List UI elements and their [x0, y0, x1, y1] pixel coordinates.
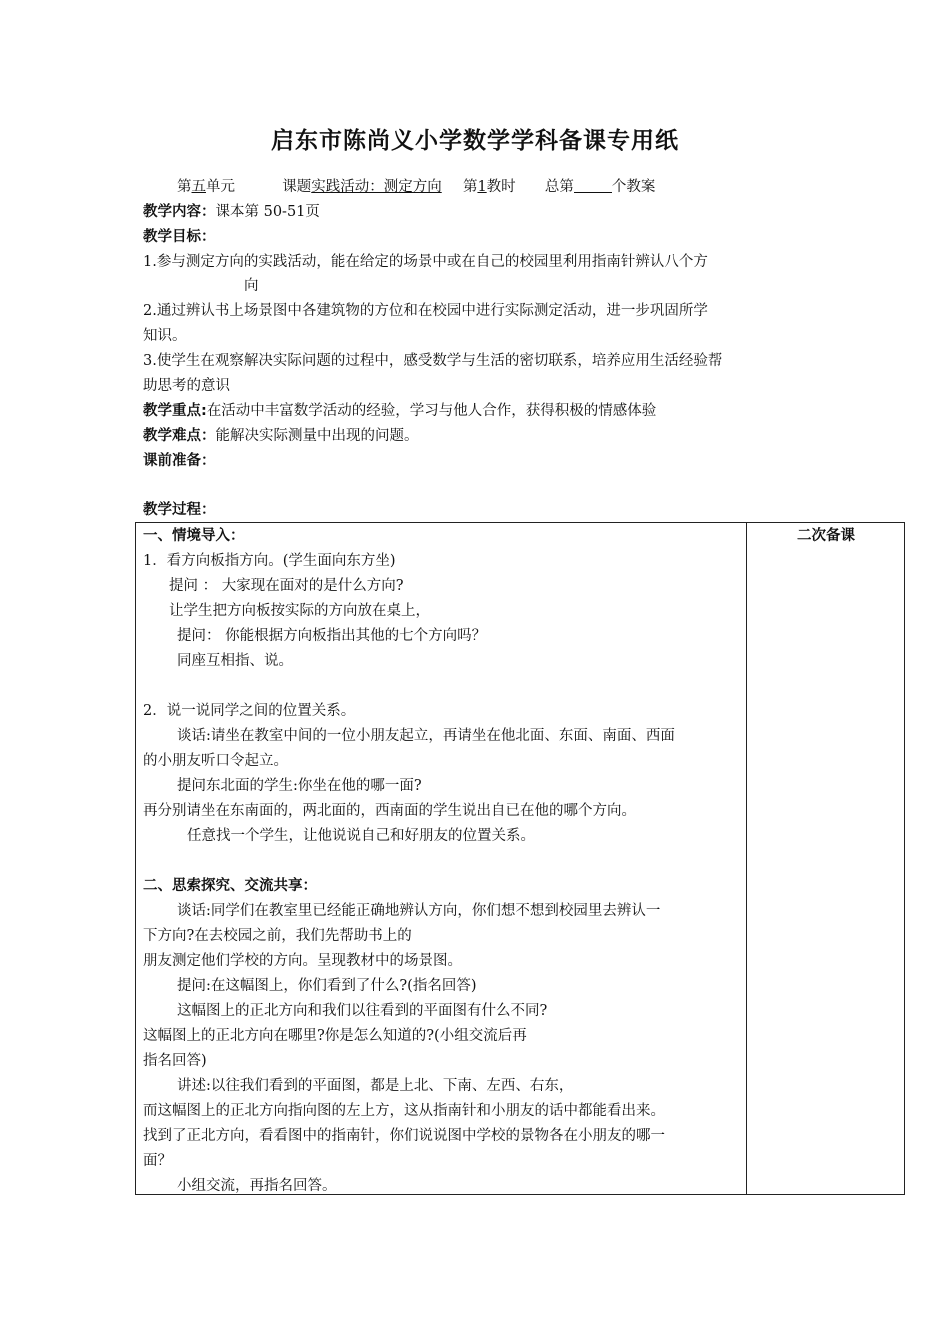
goal-1-line-2: 向 [244, 278, 259, 294]
s1-line-4: 提问： 你能根据方向板指出其他的七个方向吗？ [177, 628, 487, 644]
process-label: 教学过程： [143, 502, 216, 518]
s1-line-10: 再分别请坐在东南面的，两北面的，西南面的学生说出自已在他的哪个方向。 [143, 803, 636, 819]
lesson-header [177, 177, 655, 197]
key-point-label: 教学重点: [143, 403, 207, 419]
table-divider [746, 522, 747, 1195]
s1-line-11: 任意找一个学生，让他说说自己和好朋友的位置关系。 [187, 828, 535, 844]
s1-line-9: 提问东北面的学生:你坐在他的哪一面? [177, 778, 422, 794]
unit-value: 五 [191, 179, 206, 195]
teaching-content [143, 202, 320, 222]
key-point-value: 在活动中丰富数学活动的经验，学习与他人合作，获得积极的情感体验 [206, 403, 657, 419]
goal-3-line-2: 助思考的意识 [143, 378, 230, 394]
s2-line-12: 小组交流，再指名回答。 [177, 1178, 337, 1194]
s1-line-8: 的小朋友听口令起立。 [143, 753, 288, 769]
s2-line-11: 面？ [143, 1153, 172, 1169]
total-suffix: 个教案 [611, 179, 656, 195]
content-value: 课本第 50-51页 [215, 204, 320, 220]
lesson-suffix: 教时 [486, 179, 516, 195]
goal-2-line-2: 知识。 [143, 328, 187, 344]
s1-line-6: 2．说一说同学之间的位置关系。 [143, 703, 356, 719]
process-cell [143, 526, 743, 1196]
goal-3-line-1: 3.使学生在观察解决实际问题的过程中，感受数学与生活的密切联系，培养应用生活经验帮 [143, 353, 723, 369]
difficulty-value: 能解决实际测量中出现的问题。 [215, 428, 419, 444]
s2-line-1: 谈话:同学们在教室里已经能正确地辨认方向，你们想不想到校园里去辨认一 [177, 903, 661, 919]
difficulty [143, 426, 419, 446]
second-prep-header: 二次备课 [797, 528, 855, 544]
s2-line-8: 讲述:以往我们看到的平面图，都是上北、下南、左西、右东， [177, 1078, 574, 1094]
topic-value: 实践活动：测定方向 [311, 179, 442, 195]
s1-line-2: 提问 ： 大家现在面对的是什么方向? [169, 578, 404, 594]
s1-line-3: 让学生把方向板按实际的方向放在桌上， [169, 603, 430, 619]
goals-label: 教学目标： [143, 229, 216, 245]
unit-suffix: 单元 [206, 179, 235, 195]
s2-line-3: 朋友测定他们学校的方向。呈现教材中的场景图。 [143, 953, 462, 969]
unit-prefix: 第 [177, 179, 192, 195]
s1-line-7: 谈话:请坐在教室中间的一位小朋友起立，再请坐在他北面、东面、南面、西面 [177, 728, 675, 744]
topic-label: 课题 [282, 179, 312, 195]
section-1-heading: 一、情境导入： [143, 528, 245, 544]
goal-2-line-1: 2.通过辨认书上场景图中各建筑物的方位和在校园中进行实际测定活动，进一步巩固所学 [143, 303, 708, 319]
key-point [143, 401, 656, 421]
s2-line-9: 而这幅图上的正北方向指向图的左上方，这从指南针和小朋友的话中都能看出来。 [143, 1103, 665, 1119]
preparation-label: 课前准备： [143, 453, 216, 469]
content-label: 教学内容： [143, 204, 216, 220]
s2-line-5: 这幅图上的正北方向和我们以往看到的平面图有什么不同? [177, 1003, 548, 1019]
s2-line-2: 下方向?在去校园之前，我们先帮助书上的 [143, 928, 412, 944]
section-2-heading: 二、思索探究、交流共享： [143, 878, 317, 894]
total-prefix: 总第 [544, 179, 574, 195]
s2-line-10: 找到了正北方向，看看图中的指南针，你们说说图中学校的景物各在小朋友的哪一 [143, 1128, 665, 1144]
lesson-prefix: 第 [462, 179, 478, 195]
page-title: 启东市陈尚义小学数学学科备课专用纸 [271, 128, 679, 154]
s1-line-5: 同座互相指、说。 [177, 653, 293, 669]
s1-line-1: 1．看方向板指方向。(学生面向东方坐) [143, 553, 396, 569]
goal-1-line-1: 1.参与测定方向的实践活动，能在给定的场景中或在自己的校园里利用指南针辨认八个方 [143, 254, 708, 270]
difficulty-label: 教学难点： [143, 428, 216, 444]
s2-line-4: 提问:在这幅图上，你们看到了什么?(指名回答) [177, 978, 477, 994]
s2-line-7: 指名回答) [143, 1053, 207, 1069]
s2-line-6: 这幅图上的正北方向在哪里?你是怎么知道的?(小组交流后再 [143, 1028, 527, 1044]
total-blank [574, 178, 612, 193]
lesson-value: 1 [477, 179, 487, 195]
